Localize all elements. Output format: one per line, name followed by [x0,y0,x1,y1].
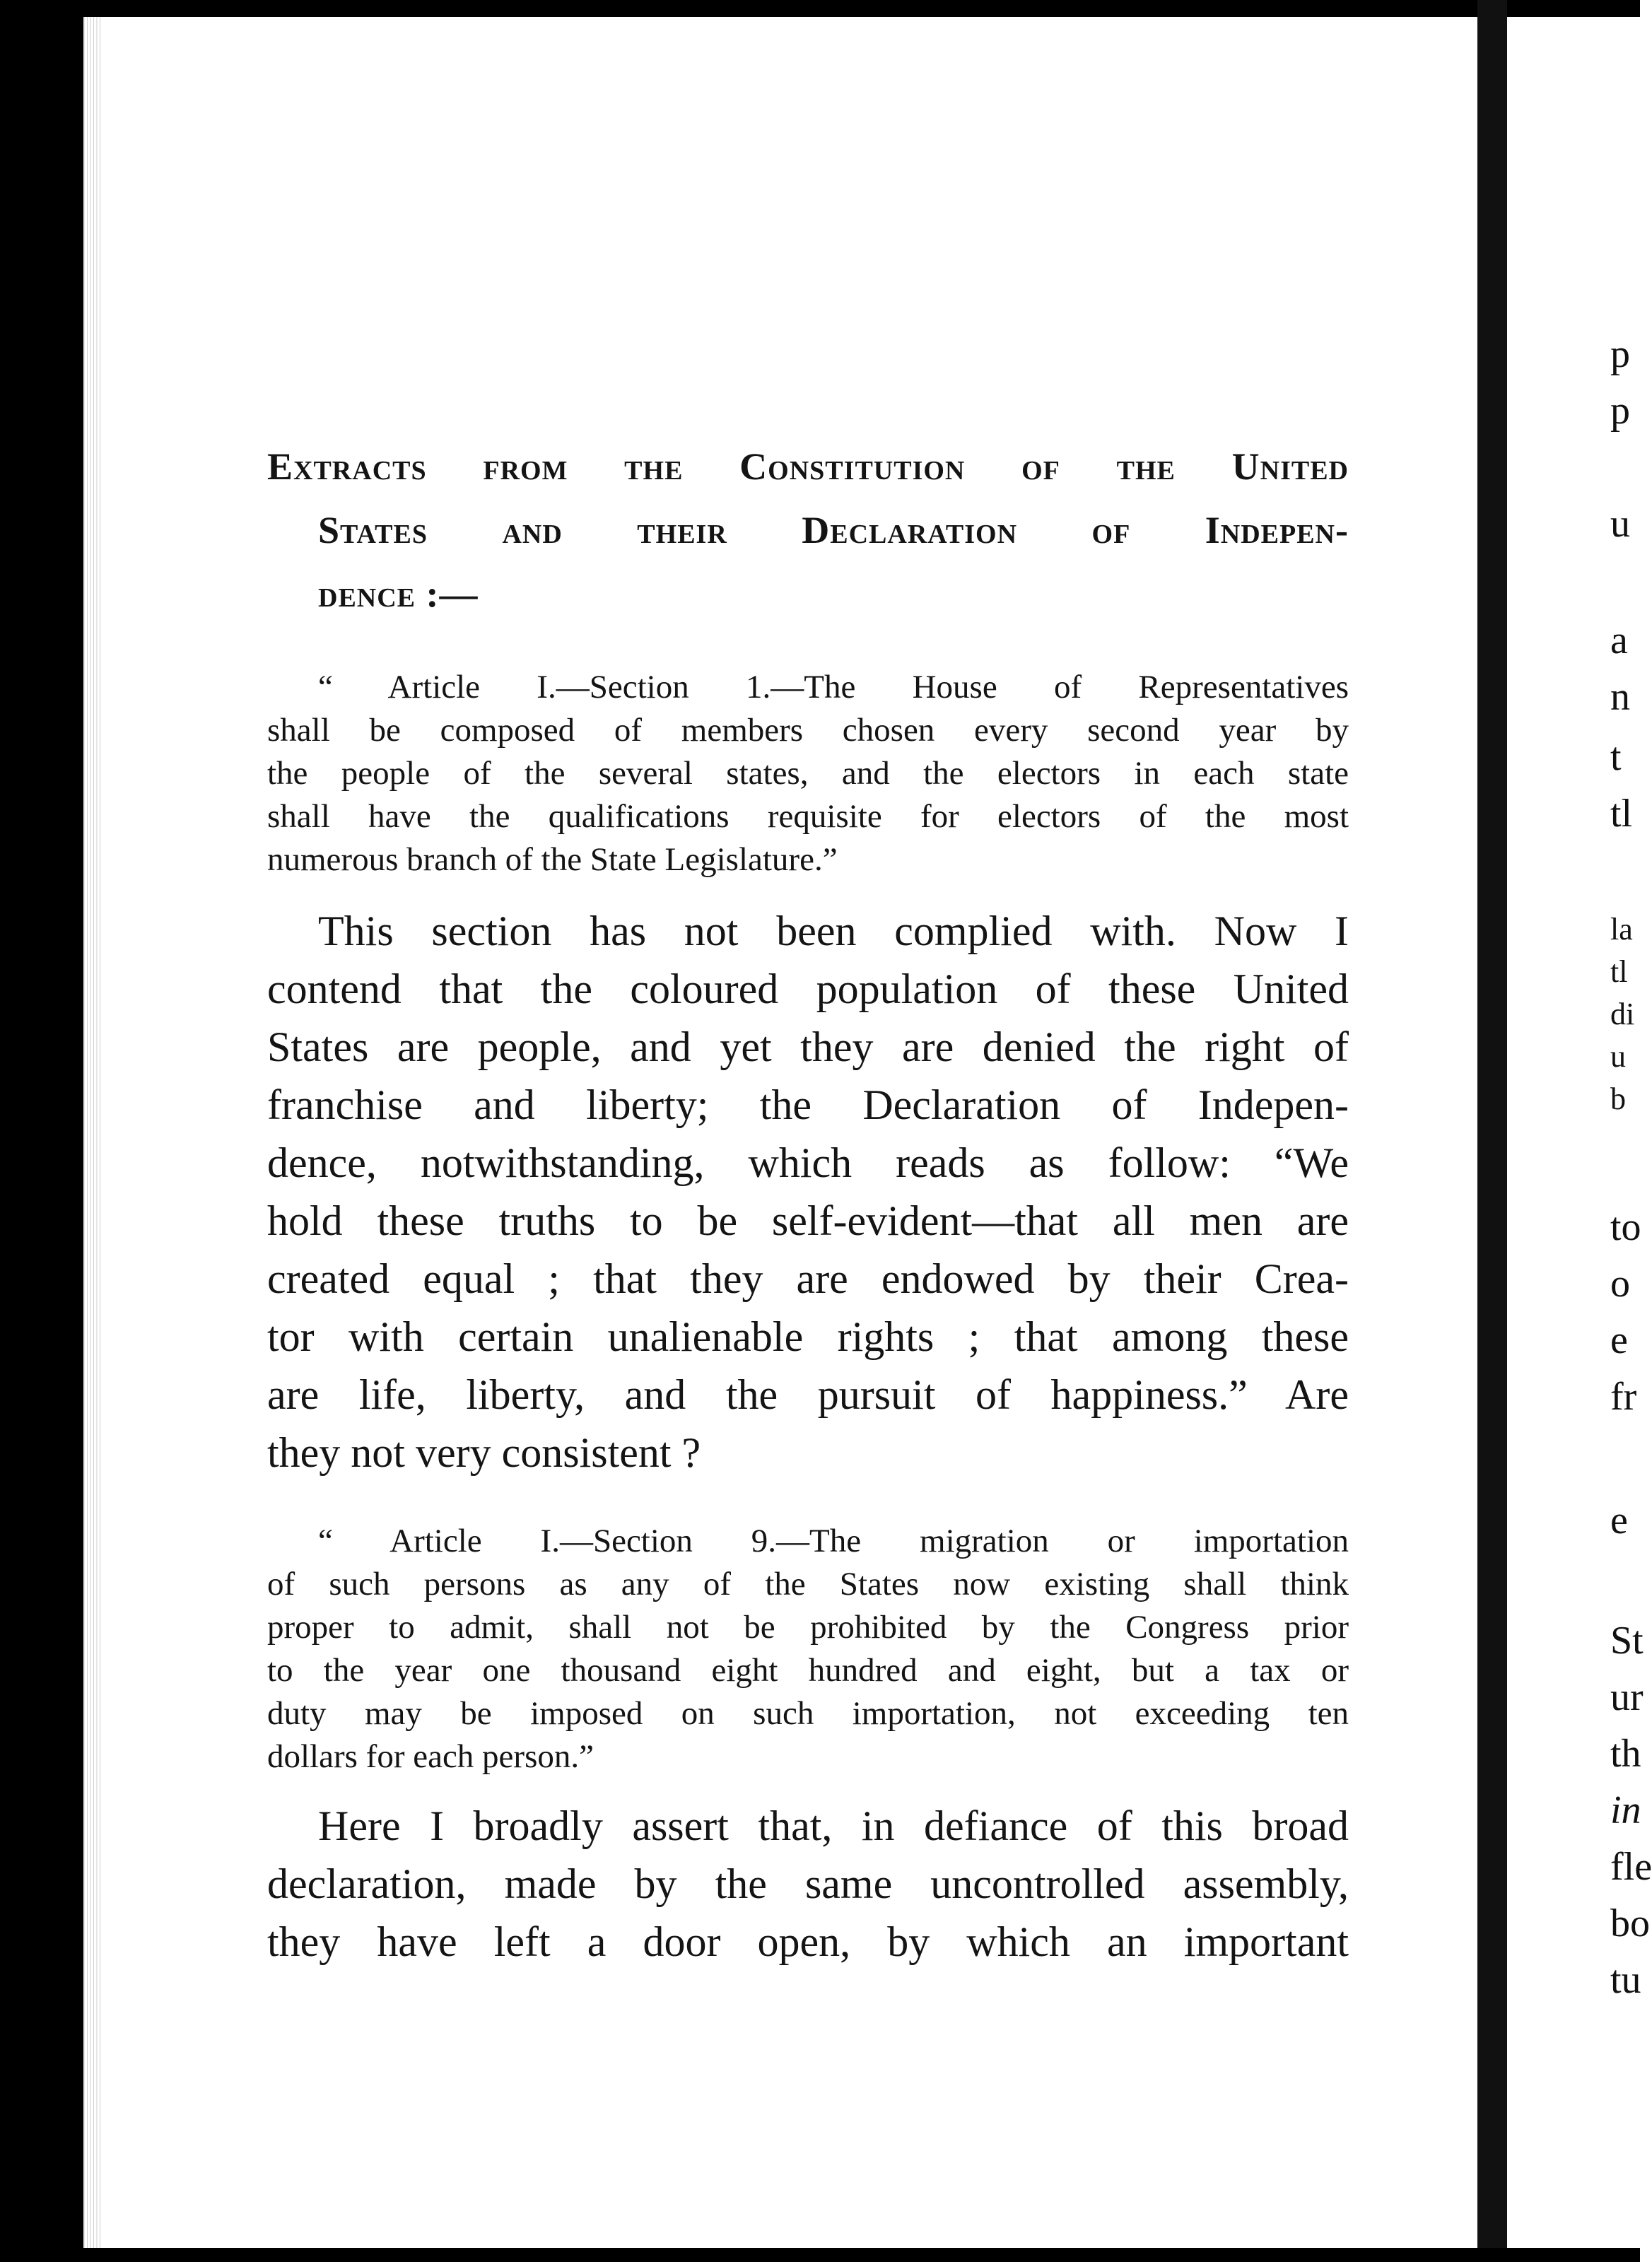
quote-line: shall have the qualifications requisite for electors of the most [267,798,1349,835]
fragment: di [1610,997,1635,1031]
paragraph-line: franchise and liberty; the Declaration of Indepen- [267,1082,1349,1128]
fragment: p [1610,332,1630,376]
paragraph-line: contend that the coloured population of these United [267,966,1349,1012]
body-paragraph [267,902,1349,1482]
page-edge [83,17,102,2248]
body-paragraph [267,1797,1349,1971]
quote-line: duty may be imposed on such importation, not exceeding ten [267,1695,1349,1732]
fragment: u [1610,1039,1626,1074]
fragment: n [1610,675,1630,719]
scan-border-top [0,0,1640,17]
next-page-cropped [1507,17,1652,2248]
quote-line: “ Article I.—Section 9.—The migration or importation [318,1523,1349,1559]
fragment: to [1610,1205,1641,1249]
paragraph-line: This section has not been complied with. Now I [318,908,1349,954]
heading-line: States and their Declaration of Indepen- [318,509,1349,551]
paragraph-line: hold these truths to be self-evident—that all men are [267,1197,1349,1244]
article-1-section-9-quote [267,1520,1349,1778]
fragment: u [1610,502,1630,546]
quote-line: numerous branch of the State Legislature.” [267,841,838,878]
paragraph-line: Here I broadly assert that, in defiance of this broad [318,1803,1349,1849]
heading-line: Extracts from the Constitution of the United [267,445,1349,488]
fragment: ur [1610,1675,1644,1719]
fragment: tl [1610,954,1628,989]
fragment: fr [1610,1375,1637,1419]
fragment: th [1610,1732,1641,1776]
scan-border-bottom [0,2248,1640,2262]
paragraph-line: States are people, and yet they are denied the right of [267,1024,1349,1070]
fragment: la [1610,912,1633,947]
paragraph-line: they not very consistent ? [267,1429,701,1476]
book-gutter [1477,0,1507,2262]
quote-line: proper to admit, shall not be prohibited by the Congress prior [267,1609,1349,1646]
fragment: o [1610,1262,1630,1306]
paragraph-line: declaration, made by the same uncontrolled assembly, [267,1860,1349,1907]
section-heading [267,435,1349,626]
fragment: tu [1610,1958,1641,2002]
quote-line: of such persons as any of the States now existing shall think [267,1566,1349,1602]
fragment: e [1610,1318,1628,1362]
fragment: bo [1610,1901,1650,1945]
fragment: b [1610,1082,1626,1116]
paragraph-line: tor with certain unalienable rights ; that among these [267,1313,1349,1360]
scan-border-left [0,0,83,2262]
paragraph-line: dence, notwithstanding, which reads as follow: “We [267,1139,1349,1186]
fragment: t [1610,735,1622,779]
fragment: a [1610,619,1628,662]
article-1-section-1-quote [267,666,1349,881]
fragment: St [1610,1619,1644,1663]
quote-line: the people of the several states, and the electors in each state [267,755,1349,792]
paragraph-line: are life, liberty, and the pursuit of happiness.” Are [267,1371,1349,1418]
quote-line: shall be composed of members chosen every second year by [267,712,1349,749]
paragraph-line: created equal ; that they are endowed by their Crea- [267,1255,1349,1302]
fragment: fle [1610,1845,1652,1889]
heading-line: dence :— [318,573,479,615]
quote-line: dollars for each person.” [267,1738,594,1775]
fragment: p [1610,389,1630,433]
paragraph-line: they have left a door open, by which an important [267,1918,1349,1965]
quote-line: “ Article I.—Section 1.—The House of Representatives [318,669,1349,705]
fragment: tl [1610,792,1633,836]
quote-line: to the year one thousand eight hundred and eight, but a tax or [267,1652,1349,1689]
fragment: e [1610,1499,1628,1542]
fragment: in [1610,1788,1641,1832]
